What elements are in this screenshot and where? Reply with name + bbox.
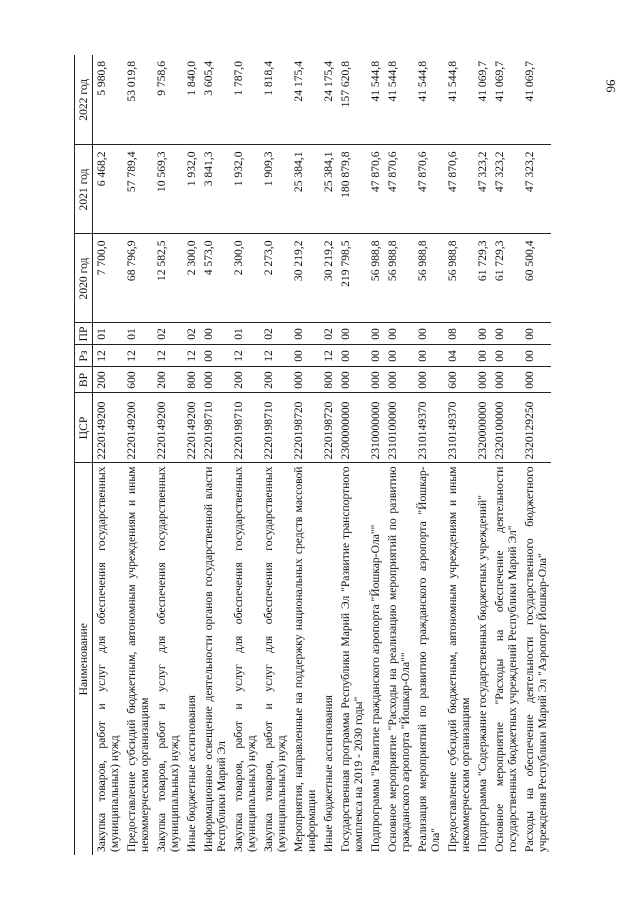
header-2021: 2021 год xyxy=(74,145,92,234)
row-csr: 2220198710 xyxy=(230,393,260,463)
row-2020: 7 700,0 xyxy=(92,234,123,323)
row-name: Расходы на обеспечение деятельности государственного бюджетного учреждения Республики Марий Эл "Аэропорт Йошкар-Ола" xyxy=(522,466,549,852)
row-2020: 12 582,5 xyxy=(153,234,183,323)
row-2020: 68 796,9 xyxy=(123,234,153,323)
row-vr: 000 xyxy=(414,367,444,393)
row-rz: 12 xyxy=(260,345,290,367)
row-2020: 56 988,8 xyxy=(367,234,384,323)
row-vr: 800 xyxy=(320,367,337,393)
row-csr: 2220198710 xyxy=(200,393,230,463)
header-rz: Рз xyxy=(74,345,92,367)
row-name: Закупка товаров, работ и услуг для обеспечения государственных (муниципальных) нужд xyxy=(154,466,181,852)
row-pr: 02 xyxy=(153,323,183,345)
table-row xyxy=(384,55,414,855)
row-2020: 4 573,0 xyxy=(200,234,230,323)
row-rz: 00 xyxy=(290,345,320,367)
budget-table-sheet xyxy=(74,55,594,855)
row-2021: 1 932,0 xyxy=(183,145,200,234)
header-pr: ПР xyxy=(74,323,92,345)
row-csr: 2310000000 xyxy=(367,393,384,463)
row-rz: 12 xyxy=(123,345,153,367)
row-2022: 41 544,8 xyxy=(367,55,384,145)
row-rz: 12 xyxy=(230,345,260,367)
row-pr: 02 xyxy=(260,323,290,345)
header-2022: 2022 год xyxy=(74,55,92,145)
row-vr: 200 xyxy=(153,367,183,393)
table-row xyxy=(92,55,123,855)
row-2021: 47 870,6 xyxy=(444,145,474,234)
table-row xyxy=(183,55,200,855)
row-csr: 2310100000 xyxy=(384,393,414,463)
row-csr: 2220198720 xyxy=(320,393,337,463)
row-2021: 25 384,1 xyxy=(290,145,320,234)
row-vr: 000 xyxy=(290,367,320,393)
row-2022: 41 544,8 xyxy=(384,55,414,145)
row-pr: 01 xyxy=(123,323,153,345)
row-2020: 30 219,2 xyxy=(290,234,320,323)
row-rz: 12 xyxy=(153,345,183,367)
table-row xyxy=(153,55,183,855)
table-row xyxy=(320,55,337,855)
row-csr: 2320100000 xyxy=(491,393,521,463)
row-rz: 00 xyxy=(414,345,444,367)
row-csr: 2320129250 xyxy=(521,393,551,463)
table-row xyxy=(290,55,320,855)
row-pr: 00 xyxy=(337,323,367,345)
row-csr: 2220198720 xyxy=(290,393,320,463)
row-csr: 2310149370 xyxy=(444,393,474,463)
row-2022: 1 818,4 xyxy=(260,55,290,145)
row-2021: 47 870,6 xyxy=(367,145,384,234)
row-2022: 157 620,8 xyxy=(337,55,367,145)
row-2020: 56 988,8 xyxy=(414,234,444,323)
row-vr: 000 xyxy=(521,367,551,393)
table-header-row xyxy=(74,55,92,855)
row-rz: 00 xyxy=(521,345,551,367)
row-name: Закупка товаров, работ и услуг для обеспечения государственных (муниципальных) нужд xyxy=(261,466,288,852)
row-2022: 41 069,7 xyxy=(521,55,551,145)
row-pr: 08 xyxy=(444,323,474,345)
row-csr: 2310149370 xyxy=(414,393,444,463)
row-name: Государственная программа Республики Марий Эл "Развитие транспортного комплекса на 2019 - 2030 годы" xyxy=(338,466,365,852)
row-name: Основное мероприятие "Расходы на обеспечение деятельности государственных бюджетных учреждений Республики Марий Эл" xyxy=(492,466,519,852)
row-vr: 000 xyxy=(491,367,521,393)
row-csr: 2300000000 xyxy=(337,393,367,463)
table-row xyxy=(260,55,290,855)
table-row xyxy=(367,55,384,855)
row-vr: 000 xyxy=(337,367,367,393)
row-name: Подпрограмма "Развитие гражданского аэропорта "Йошкар-Ола"" xyxy=(368,524,382,852)
row-2020: 30 219,2 xyxy=(320,234,337,323)
row-2022: 41 544,8 xyxy=(414,55,444,145)
row-csr: 2220149200 xyxy=(183,393,200,463)
row-rz: 00 xyxy=(491,345,521,367)
row-vr: 000 xyxy=(367,367,384,393)
row-2022: 24 175,4 xyxy=(290,55,320,145)
row-2020: 61 729,3 xyxy=(491,234,521,323)
row-name: Предоставление субсидий бюджетным, автономным учреждениям и иным некоммерческим организациям xyxy=(124,466,151,852)
table-row xyxy=(230,55,260,855)
row-name: Иные бюджетные ассигнования xyxy=(321,694,335,852)
row-rz: 00 xyxy=(200,345,230,367)
table-row xyxy=(200,55,230,855)
row-vr: 200 xyxy=(92,367,123,393)
row-2020: 219 798,5 xyxy=(337,234,367,323)
row-2021: 180 879,8 xyxy=(337,145,367,234)
row-vr: 000 xyxy=(384,367,414,393)
row-rz: 12 xyxy=(320,345,337,367)
row-pr: 00 xyxy=(521,323,551,345)
row-2020: 2 300,0 xyxy=(183,234,200,323)
row-2020: 56 988,8 xyxy=(444,234,474,323)
row-pr: 02 xyxy=(320,323,337,345)
row-rz: 00 xyxy=(474,345,491,367)
row-2021: 47 323,2 xyxy=(521,145,551,234)
row-rz: 00 xyxy=(367,345,384,367)
row-name: Мероприятия, направленные на поддержку национальных средств массовой информации xyxy=(291,466,318,852)
row-vr: 200 xyxy=(230,367,260,393)
page-number: 96 xyxy=(603,79,619,93)
row-csr: 2220149200 xyxy=(123,393,153,463)
row-vr: 800 xyxy=(183,367,200,393)
header-name: Наименование xyxy=(74,463,92,855)
row-name: Закупка товаров, работ и услуг для обеспечения государственных (муниципальных) нужд xyxy=(231,466,258,852)
row-name: Иные бюджетные ассигнования xyxy=(184,694,198,852)
row-2020: 61 729,3 xyxy=(474,234,491,323)
table-row xyxy=(444,55,474,855)
row-2021: 1 932,0 xyxy=(230,145,260,234)
row-pr: 00 xyxy=(200,323,230,345)
row-name: Информационное освещение деятельности органов государственной власти Республики Марий Эл xyxy=(201,466,228,852)
row-2021: 6 468,2 xyxy=(92,145,123,234)
row-2021: 47 323,2 xyxy=(474,145,491,234)
row-2021: 3 841,3 xyxy=(200,145,230,234)
row-2022: 41 069,7 xyxy=(491,55,521,145)
row-2021: 57 789,4 xyxy=(123,145,153,234)
table-row xyxy=(414,55,444,855)
row-vr: 600 xyxy=(123,367,153,393)
row-2022: 9 758,6 xyxy=(153,55,183,145)
row-2020: 2 273,0 xyxy=(260,234,290,323)
row-2022: 5 980,8 xyxy=(92,55,123,145)
row-pr: 00 xyxy=(491,323,521,345)
table-row xyxy=(521,55,551,855)
row-2021: 47 323,2 xyxy=(491,145,521,234)
row-name: Предоставление субсидий бюджетным, автономным учреждениям и иным некоммерческим организациям xyxy=(445,466,472,852)
row-pr: 00 xyxy=(367,323,384,345)
header-2020: 2020 год xyxy=(74,234,92,323)
table-row xyxy=(337,55,367,855)
row-2022: 53 019,8 xyxy=(123,55,153,145)
row-2022: 41 544,8 xyxy=(444,55,474,145)
row-2022: 1 787,0 xyxy=(230,55,260,145)
table-row xyxy=(474,55,491,855)
row-vr: 000 xyxy=(200,367,230,393)
table-row xyxy=(491,55,521,855)
row-name: Закупка товаров, работ и услуг для обеспечения государственных (муниципальных) нужд xyxy=(94,466,121,852)
row-rz: 00 xyxy=(384,345,414,367)
row-pr: 00 xyxy=(474,323,491,345)
row-2021: 1 909,3 xyxy=(260,145,290,234)
row-csr: 2220149200 xyxy=(92,393,123,463)
row-rz: 04 xyxy=(444,345,474,367)
row-csr: 2220149200 xyxy=(153,393,183,463)
row-2020: 56 988,8 xyxy=(384,234,414,323)
row-vr: 000 xyxy=(474,367,491,393)
row-vr: 200 xyxy=(260,367,290,393)
row-2021: 47 870,6 xyxy=(384,145,414,234)
row-2020: 60 500,4 xyxy=(521,234,551,323)
row-pr: 00 xyxy=(414,323,444,345)
row-pr: 01 xyxy=(92,323,123,345)
row-2022: 1 840,0 xyxy=(183,55,200,145)
row-pr: 00 xyxy=(384,323,414,345)
row-2021: 10 569,3 xyxy=(153,145,183,234)
row-2022: 24 175,4 xyxy=(320,55,337,145)
row-csr: 2220198710 xyxy=(260,393,290,463)
table-row xyxy=(123,55,153,855)
row-rz: 00 xyxy=(337,345,367,367)
header-vr: ВР xyxy=(74,367,92,393)
row-csr: 2320000000 xyxy=(474,393,491,463)
row-pr: 01 xyxy=(230,323,260,345)
row-2021: 25 384,1 xyxy=(320,145,337,234)
budget-table xyxy=(74,55,551,855)
row-name: Основное мероприятие "Расходы на реализацию мероприятий по развитию гражданского аэропорта "Йошкар-Ола"" xyxy=(385,466,412,852)
row-name: Реализация мероприятий по развитию гражданского аэропорта "Йошкар-Ола" xyxy=(415,466,442,852)
row-2022: 41 069,7 xyxy=(474,55,491,145)
row-2021: 47 870,6 xyxy=(414,145,444,234)
row-2020: 2 300,0 xyxy=(230,234,260,323)
row-rz: 12 xyxy=(183,345,200,367)
row-vr: 600 xyxy=(444,367,474,393)
row-pr: 00 xyxy=(290,323,320,345)
header-csr: ЦСР xyxy=(74,393,92,463)
row-rz: 12 xyxy=(92,345,123,367)
row-pr: 02 xyxy=(183,323,200,345)
row-2022: 3 605,4 xyxy=(200,55,230,145)
row-name: Подпрограмма "Содержание государственных бюджетных учреждений" xyxy=(475,494,489,852)
